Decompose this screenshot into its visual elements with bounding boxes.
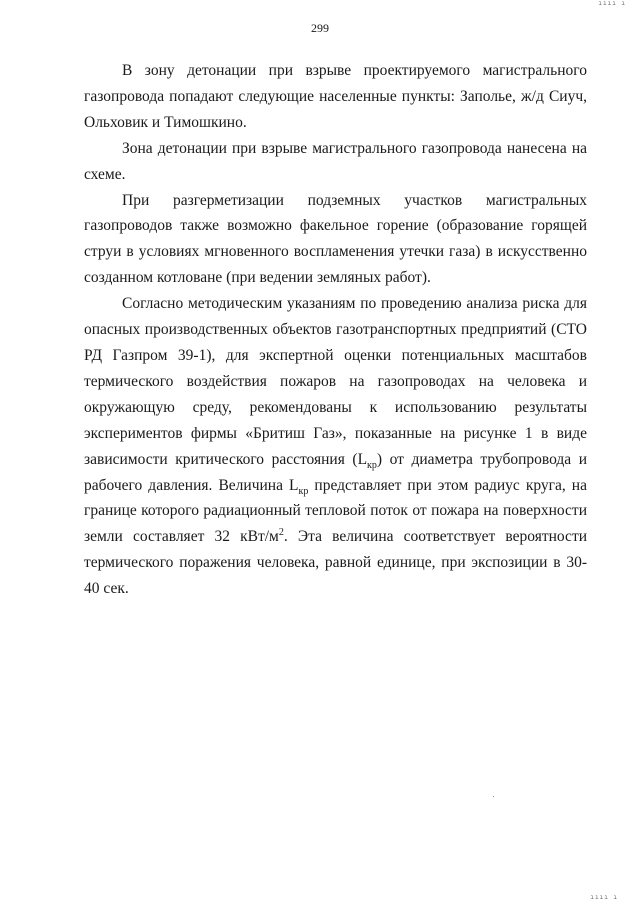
paragraph-torch-burning: При разгерметизации подземных участков магистральных газопроводов также возможно факельное горение (образование горящей струи в условиях мгновенного воспламенения утечки газа) в искусственно созданном котловане (при ведении земляных работ).: [84, 191, 587, 287]
subscript-kr: кр: [367, 459, 377, 471]
paragraph-risk-analysis: [84, 291, 587, 602]
subscript-kr: кр: [298, 485, 309, 497]
scan-speck: [493, 796, 494, 797]
page-number: 299: [311, 21, 329, 35]
text-fragment: Согласно методическим указаниям по проведению анализа риска для опасных производственных объектов газотранспортных предприятий (СТО РД Газпром 39-1), для экспертной оценки потенциальных масштабов термического воздействия пожаров на газопроводах на человека и окружающую среду, рекомендованы к использованию результаты экспериментов фирмы «Бритиш Газ», показанные на рисунке 1 в виде зависимости критического расстояния (L: [84, 295, 587, 468]
document-body: [84, 58, 587, 602]
paragraph-detonation-zone: В зону детонации при взрыве проектируемого магистрального газопровода попадают следующие населенные пункты: Заполье, ж/д Сиуч, Ольховик и Тимошкино.: [84, 62, 587, 131]
text-fragment: представляет при этом радиус круга, на границе которого радиационный тепловой поток от пожара на поверхности земли составляет 32 кВт/м: [84, 476, 587, 546]
text-fragment: ) от диаметра трубопровода и рабочего давления. Величина L: [84, 450, 588, 494]
scan-mark-bottom: ıııı ı: [590, 894, 618, 901]
text-fragment: . Эта величина соответствует вероятности термического поражения человека, равной единице, при экспозиции в 30-40 сек.: [84, 528, 588, 598]
scan-mark-top: ıııı ı: [598, 0, 626, 7]
paragraph-scheme-note: Зона детонации при взрыве магистрального газопровода нанесена на схеме.: [84, 139, 587, 183]
superscript-2: 2: [278, 527, 284, 539]
